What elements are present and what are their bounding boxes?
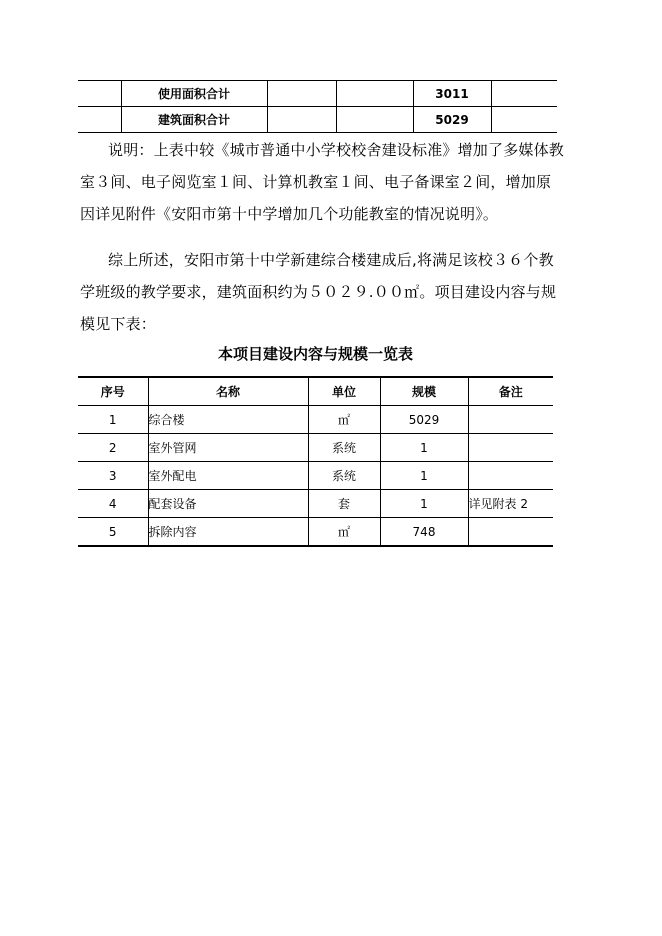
table-cell xyxy=(491,81,557,107)
row-value-building-area: 5029 xyxy=(413,107,491,133)
table-cell xyxy=(78,107,121,133)
cell-name: 配套设备 xyxy=(148,490,308,518)
cell-unit: ㎡ xyxy=(308,406,380,434)
table-row xyxy=(78,518,553,547)
row-value-usable-area: 3011 xyxy=(413,81,491,107)
cell-unit: 系统 xyxy=(308,434,380,462)
table-cell xyxy=(336,81,413,107)
header-no: 序号 xyxy=(78,377,148,406)
explanation-paragraph: 说明：上表中较《城市普通中小学校校舍建设标准》增加了多媒体教室３间、电子阅览室１间、计算机教室１间、电子备课室２间，增加原因详见附件《安阳市第十中学增加几个功能教室的情况说明》。 xyxy=(80,141,565,223)
cell-scale: 1 xyxy=(380,462,468,490)
header-note: 备注 xyxy=(468,377,553,406)
table-caption: 本项目建设内容与规模一览表 xyxy=(217,345,413,363)
cell-scale: 1 xyxy=(380,490,468,518)
header-unit: 单位 xyxy=(308,377,380,406)
header-name: 名称 xyxy=(148,377,308,406)
table-cell xyxy=(267,81,336,107)
cell-note xyxy=(468,462,553,490)
row-label-usable-area: 使用面积合计 xyxy=(121,81,267,107)
table-row xyxy=(78,107,557,133)
cell-note xyxy=(468,434,553,462)
cell-name: 室外管网 xyxy=(148,434,308,462)
cell-no: 1 xyxy=(78,406,148,434)
project-scale-table xyxy=(78,376,553,547)
cell-note xyxy=(468,406,553,434)
cell-unit: 系统 xyxy=(308,462,380,490)
cell-unit: 套 xyxy=(308,490,380,518)
table-row xyxy=(78,434,553,462)
row-label-building-area: 建筑面积合计 xyxy=(121,107,267,133)
table-row xyxy=(78,462,553,490)
table-row xyxy=(78,81,557,107)
table-cell xyxy=(78,81,121,107)
area-summary-table xyxy=(78,80,557,133)
cell-unit: ㎡ xyxy=(308,518,380,547)
header-scale: 规模 xyxy=(380,377,468,406)
cell-no: 5 xyxy=(78,518,148,547)
table-row xyxy=(78,490,553,518)
table-row xyxy=(78,406,553,434)
cell-note xyxy=(468,518,553,547)
summary-paragraph: 综上所述，安阳市第十中学新建综合楼建成后,将满足该校３６个教学班级的教学要求，建筑面积约为５０２９.００㎡。项目建设内容与规模见下表： xyxy=(80,251,557,333)
table-header-row xyxy=(78,377,553,406)
cell-note: 详见附表 2 xyxy=(468,490,553,518)
cell-scale: 748 xyxy=(380,518,468,547)
table-cell xyxy=(336,107,413,133)
cell-scale: 1 xyxy=(380,434,468,462)
cell-name: 室外配电 xyxy=(148,462,308,490)
cell-no: 3 xyxy=(78,462,148,490)
cell-scale: 5029 xyxy=(380,406,468,434)
cell-no: 4 xyxy=(78,490,148,518)
table-cell xyxy=(491,107,557,133)
cell-name: 拆除内容 xyxy=(148,518,308,547)
table-cell xyxy=(267,107,336,133)
cell-no: 2 xyxy=(78,434,148,462)
cell-name: 综合楼 xyxy=(148,406,308,434)
